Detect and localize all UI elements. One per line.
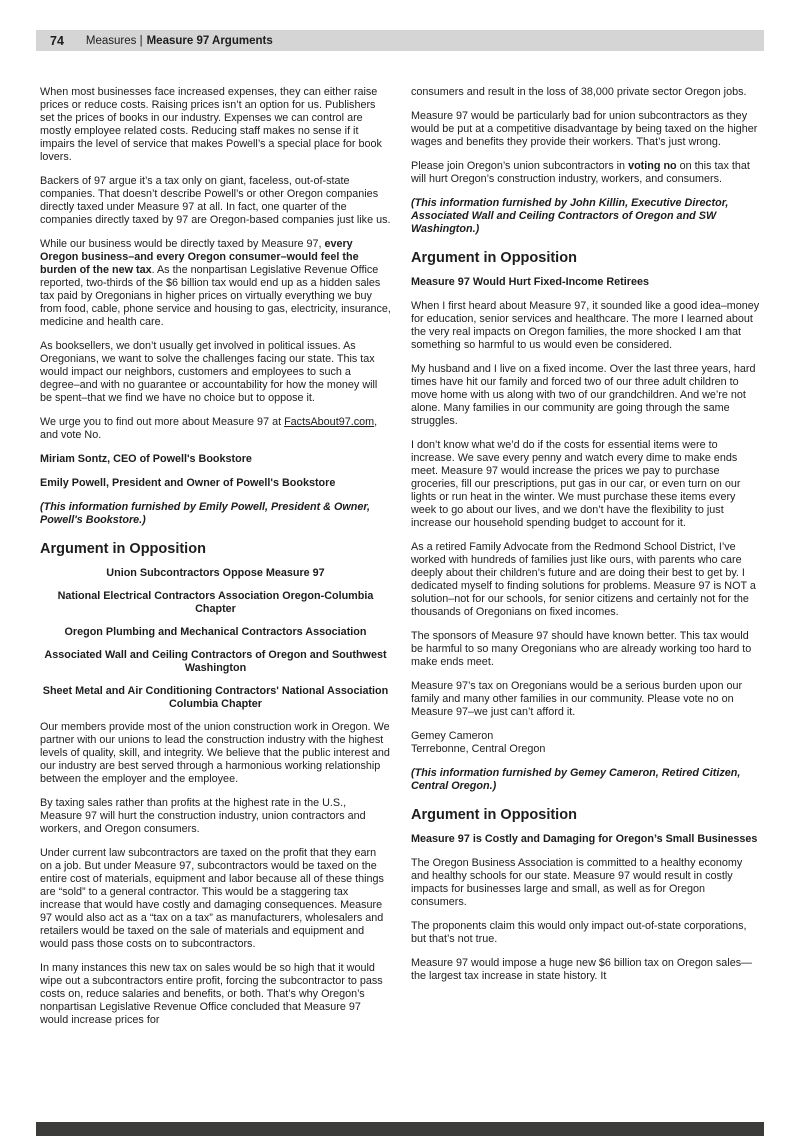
paragraph: Measure 97 would impose a huge new $6 billion tax on Oregon sales—the largest tax increase in state history. It bbox=[411, 957, 752, 982]
left-column bbox=[40, 86, 391, 1038]
organization-name: Oregon Plumbing and Mechanical Contractors Association bbox=[64, 626, 367, 638]
paragraph: In many instances this new tax on sales would be so high that it would wipe out a subcontractors entire profit, forcing the subcontractor to pass costs on, reduce salaries and benefits, or both. That’s why Oregon’s nonpartisan Legislative Revenue Office concluded that Measure 97 would increase prices for bbox=[40, 962, 383, 1026]
paragraph: My husband and I live on a fixed income. Over the last three years, hard times have hit our family and forced two of our three adult children to move home with us along with two of our grandchildren. And we’re not alone. Many families in our community are going through the same struggles. bbox=[411, 363, 756, 427]
footer-bar bbox=[36, 1122, 764, 1136]
argument-title: Union Subcontractors Oppose Measure 97 bbox=[106, 567, 325, 579]
paragraph: As booksellers, we don’t usually get involved in political issues. As Oregonians, we want to solve the challenges facing our state. This tax would impact our neighbors, customers and employees to such a degree–and with no guarantee or accountability for how the money will be spent–that we find we have no choice but to oppose it. bbox=[40, 340, 378, 404]
argument-subheading: Measure 97 is Costly and Damaging for Oregon’s Small Businesses bbox=[411, 833, 758, 845]
paragraph bbox=[40, 238, 391, 329]
emphasized-text: voting no bbox=[628, 160, 677, 172]
paragraph: The Oregon Business Association is committed to a healthy economy and healthy schools for our state. Measure 97 would result in costly impacts for businesses large and small, as well as for Oregon consumers. bbox=[411, 857, 743, 908]
paragraph: By taxing sales rather than profits at the highest rate in the U.S., Measure 97 will hurt the construction industry, union contractors and workers, and Oregon consumers. bbox=[40, 797, 366, 835]
signature-line: Emily Powell, President and Owner of Powell's Bookstore bbox=[40, 477, 336, 489]
paragraph bbox=[411, 160, 762, 186]
paragraph: The sponsors of Measure 97 should have known better. This tax would be harmful to so many Oregonians who are already working too hard to make ends meet. bbox=[411, 630, 752, 668]
signature-location: Terrebonne, Central Oregon bbox=[411, 743, 546, 755]
paragraph: The proponents claim this would only impact out-of-state corporations, but that’s not true. bbox=[411, 920, 747, 945]
paragraph-text: , and vote No. bbox=[40, 416, 378, 441]
organization-name: Sheet Metal and Air Conditioning Contractors' National Association Columbia Chapter bbox=[42, 685, 389, 710]
argument-subheading: Measure 97 Would Hurt Fixed-Income Retirees bbox=[411, 276, 649, 288]
signature-line: Miriam Sontz, CEO of Powell's Bookstore bbox=[40, 453, 252, 465]
furnished-by-note: (This information furnished by John Killin, Executive Director, Associated Wall and Ceiling Contractors of Oregon and SW Washington.) bbox=[411, 197, 729, 235]
paragraph-text: Please join Oregon’s union subcontractors in bbox=[411, 160, 629, 172]
signature-name: Gemey Cameron bbox=[411, 730, 494, 742]
signature-block bbox=[411, 730, 762, 756]
furnished-by-note: (This information furnished by Emily Powell, President & Owner, Powell's Bookstore.) bbox=[40, 501, 370, 526]
paragraph-text: While our business would be directly taxed by Measure 97, bbox=[40, 238, 325, 250]
paragraph: Measure 97’s tax on Oregonians would be a serious burden upon our family and many other families in our community. Please vote no on Measure 97–we just can’t afford it. bbox=[411, 680, 743, 718]
paragraph: I don’t know what we’d do if the costs for essential items were to increase. We save every penny and watch every dime to make ends meet. Measure 97 would increase the prices we pay to purchase groceries, fill our prescriptions, put gas in our car, or even turn on our lights or run heat in the winter. We must purchase these items every week to go about our lives, and we don’t have the flexibility to just increase our household spending budget to account for it. bbox=[411, 439, 741, 529]
paragraph: As a retired Family Advocate from the Redmond School District, I’ve worked with hundreds of families just like ours, with parents who care deeply about their children’s future and are doing their best to get by. I dedicated myself to finding solutions for problems. Measure 97 is NOT a solution–not for our schools, for senior citizens and certainly not for the thousands of Oregonians on fixed incomes. bbox=[411, 541, 756, 618]
paragraph: consumers and result in the loss of 38,000 private sector Oregon jobs. bbox=[411, 86, 747, 98]
paragraph: Under current law subcontractors are taxed on the profit that they earn on a job. But under Measure 97, subcontractors would be taxed on the entire cost of materials, equipment and labor because all of these things are “sold” to a general contractor. This would be a staggering tax increase that would have costly and damaging consequences. Measure 97 would also act as a “tax on a tax” as manufacturers, wholesalers and retailers would be taxed on the sale of materials and equipment and would pass those costs on to subcontractors. bbox=[40, 847, 384, 950]
emphasized-text: every Oregon business–and every Oregon consumer–would feel the burden of the new tax bbox=[40, 238, 359, 276]
header-title: Measure 97 Arguments bbox=[146, 34, 273, 47]
paragraph-text: on this tax that will hurt Oregon’s construction industry, workers, and consumers. bbox=[411, 160, 750, 185]
paragraph: When most businesses face increased expenses, they can either raise prices or reduce costs. Raising prices isn’t an option for us. Publishers set the prices of books in our industry. Expenses we can control are mostly employee related costs. Reducing staff makes no sense if it impairs the level of service that makes Powell’s a special place for book lovers. bbox=[40, 86, 382, 163]
argument-heading: Argument in Opposition bbox=[411, 807, 577, 823]
paragraph: Our members provide most of the union construction work in Oregon. We partner with our unions to lead the construction industry with the highest levels of quality, skill, and integrity. We believe that the public interest and our industry are best served through a harmonious working relationship between the employer and the employee. bbox=[40, 721, 390, 785]
organization-name: Associated Wall and Ceiling Contractors of Oregon and Southwest Washington bbox=[44, 649, 387, 674]
page-number: 74 bbox=[50, 33, 64, 48]
paragraph: When I first heard about Measure 97, it sounded like a good idea–money for education, senior services and healthcare. The more I learned about the very real impacts on Oregon families, the more shocked I am that something so harmful to us would even be considered. bbox=[411, 300, 760, 351]
page-header bbox=[36, 30, 764, 51]
two-column-content bbox=[40, 86, 762, 1038]
argument-heading: Argument in Opposition bbox=[40, 541, 206, 557]
paragraph-text: We urge you to find out more about Measure 97 at bbox=[40, 416, 285, 428]
factsabout97-link: FactsAbout97.com bbox=[284, 416, 375, 428]
organization-name: National Electrical Contractors Association Oregon-Columbia Chapter bbox=[57, 590, 374, 615]
header-section-label: Measures | bbox=[85, 34, 143, 47]
paragraph bbox=[40, 416, 391, 442]
argument-heading: Argument in Opposition bbox=[411, 250, 577, 266]
right-column bbox=[411, 86, 762, 1038]
furnished-by-note: (This information furnished by Gemey Cameron, Retired Citizen, Central Oregon.) bbox=[411, 767, 741, 792]
paragraph-text: . As the nonpartisan Legislative Revenue Office reported, two-thirds of the $6 billion tax would end up as a hidden sales tax paid by Oregonians in higher prices on virtually everything we buy from food, cable, phone service and housing to gas, electricity, insurance, medicine and health care. bbox=[40, 264, 391, 328]
paragraph: Measure 97 would be particularly bad for union subcontractors as they would be put at a competitive disadvantage by being taxed on the higher wages and benefits they provide their workers. That’s just wrong. bbox=[411, 110, 758, 148]
paragraph: Backers of 97 argue it’s a tax only on giant, faceless, out-of-state companies. That doesn’t describe Powell’s or other Oregon companies directly taxed under Measure 97 at all. In fact, one quarter of the companies directly taxed by 97 are Oregon-based companies just like us. bbox=[40, 175, 391, 226]
